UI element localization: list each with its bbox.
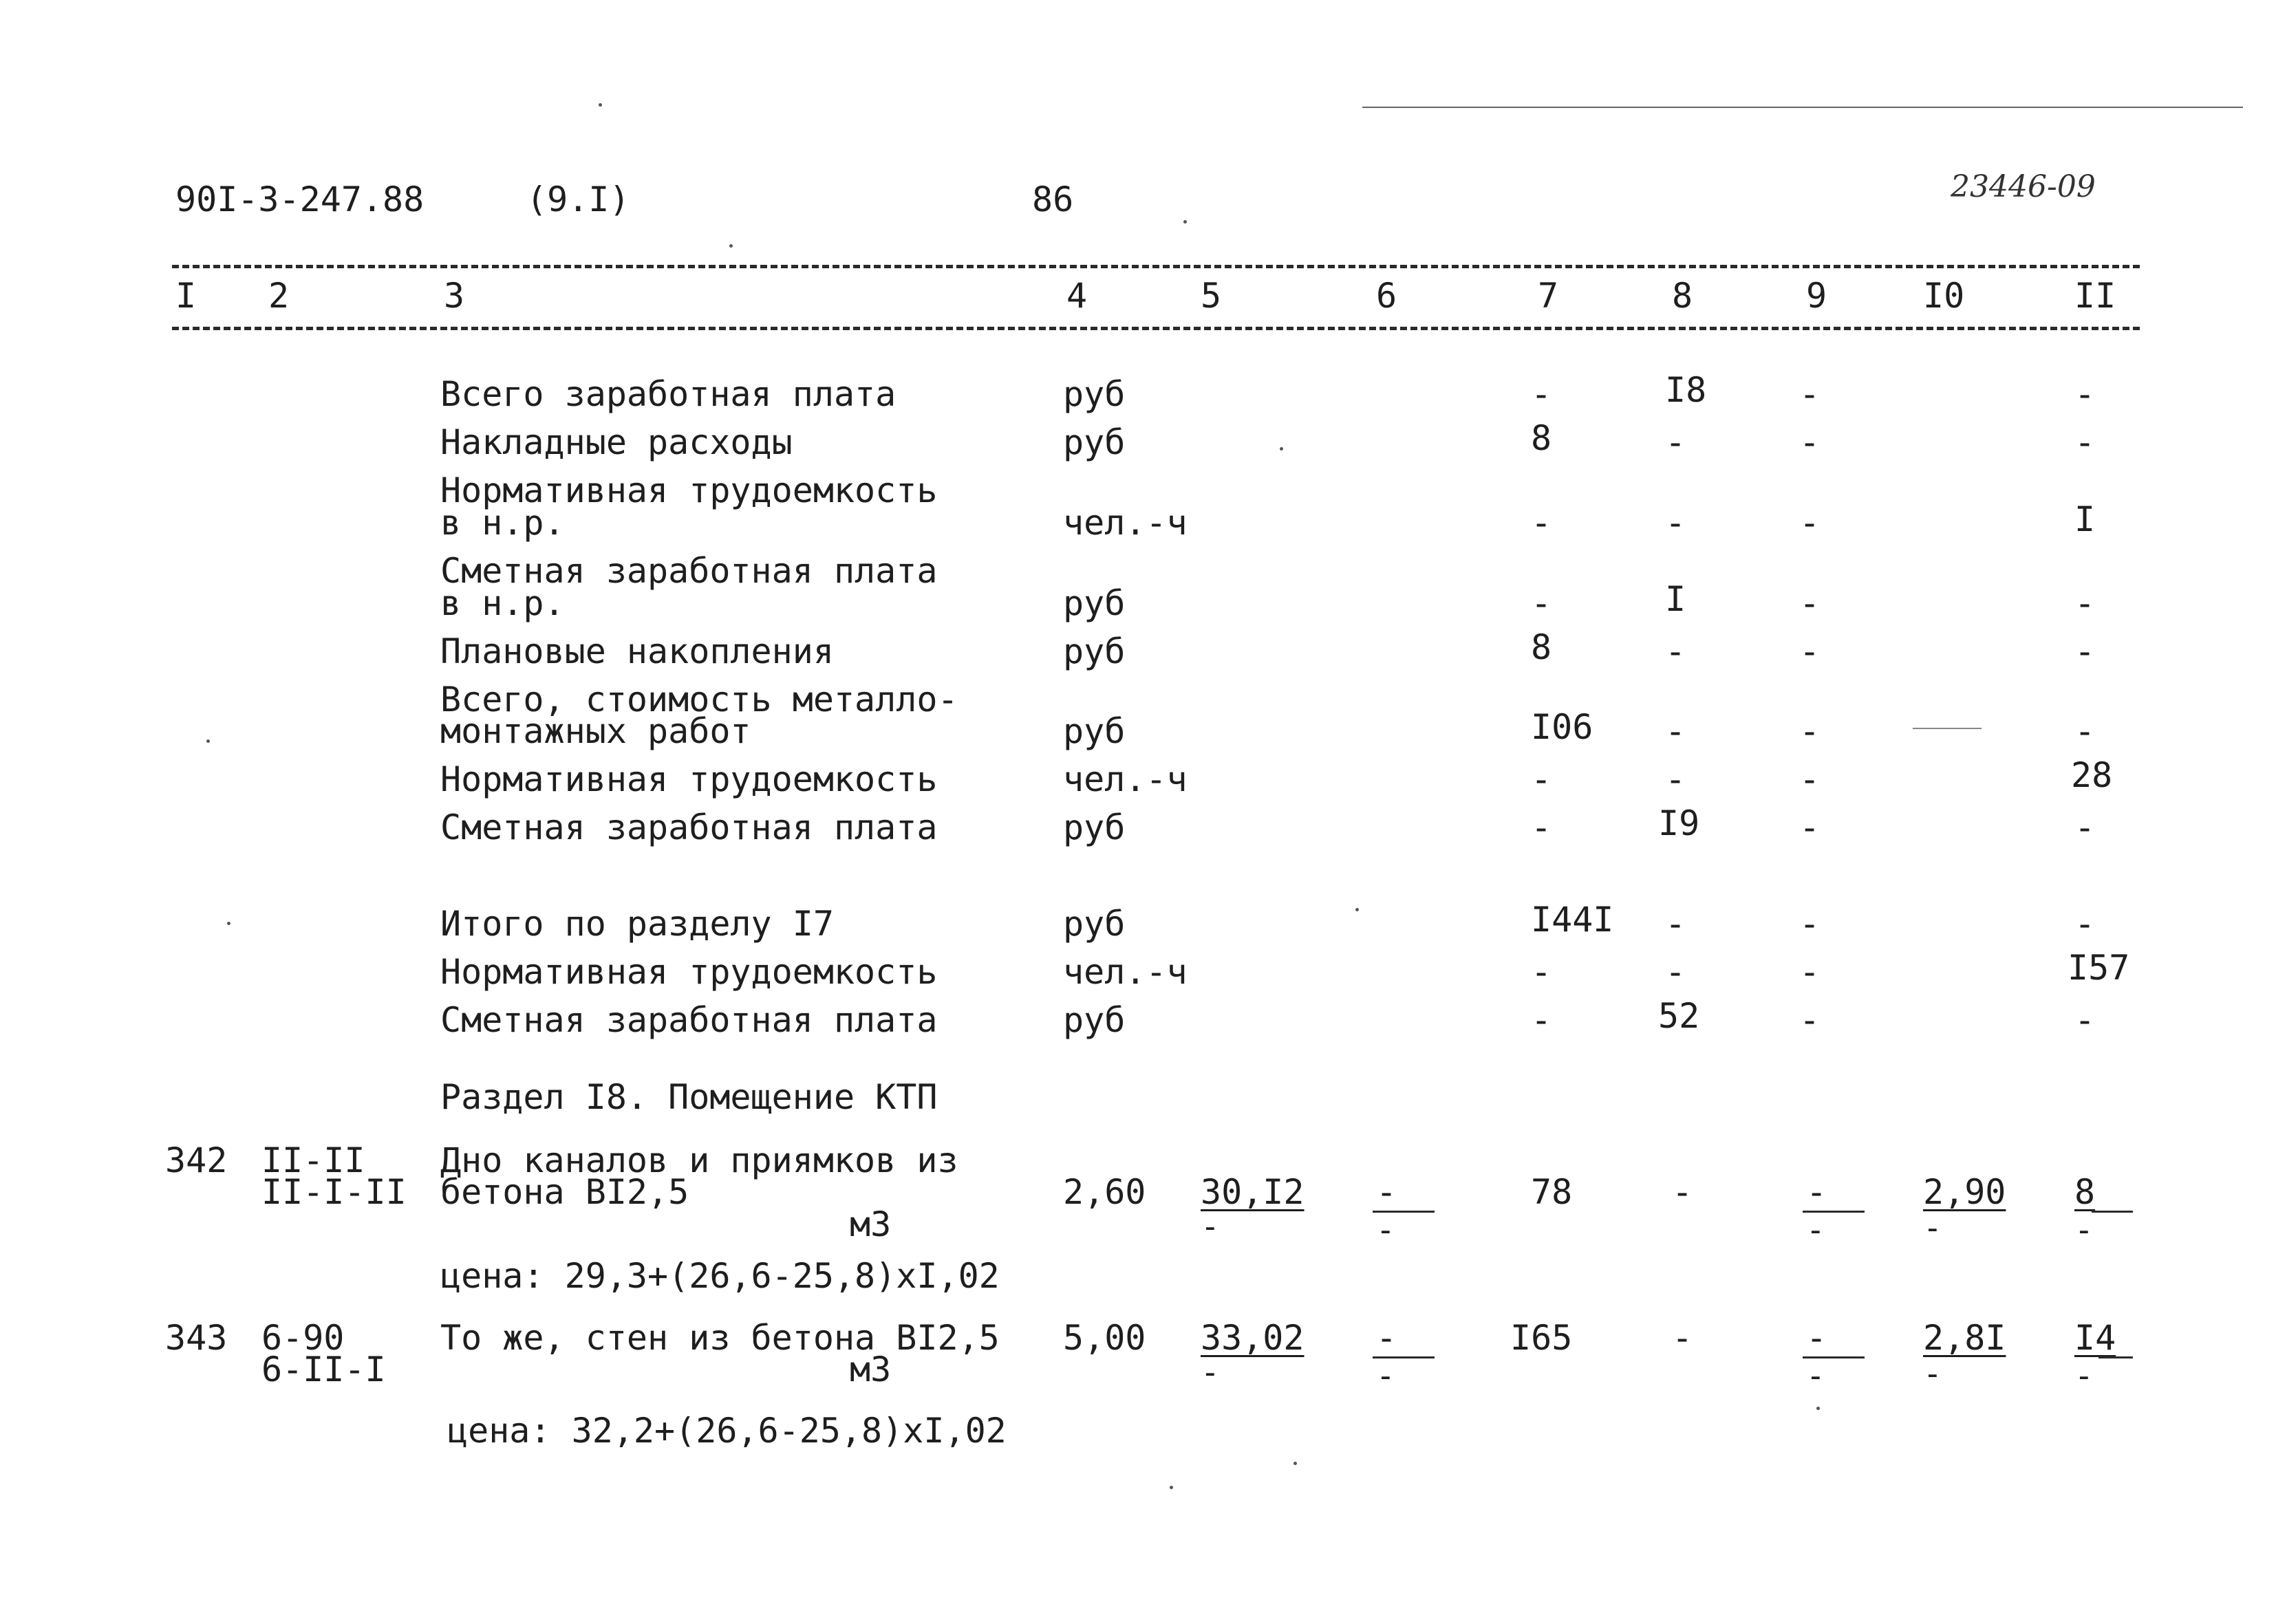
item-col4: 5,00 bbox=[1063, 1318, 1146, 1358]
row-label: Нормативная трудоемкость bbox=[440, 759, 938, 799]
row-unit: руб bbox=[1063, 808, 1126, 847]
row-col7: - bbox=[1531, 503, 1552, 543]
col-header-3: 3 bbox=[444, 276, 465, 316]
col-header-9: 9 bbox=[1806, 276, 1827, 316]
row-col11: - bbox=[2074, 631, 2096, 671]
row-unit: руб bbox=[1063, 583, 1126, 623]
row-col9: - bbox=[1799, 952, 1821, 992]
row-unit: чел.-ч bbox=[1063, 952, 1188, 992]
row-unit: руб bbox=[1063, 711, 1126, 751]
item-code-line2: II-I-II bbox=[261, 1172, 407, 1212]
item-col11-sub: - bbox=[2074, 1211, 2094, 1248]
row-col9: - bbox=[1799, 759, 1821, 799]
scan-speck bbox=[1280, 447, 1283, 451]
item-code-line2: 6-II-I bbox=[261, 1350, 386, 1389]
item-col7: 78 bbox=[1531, 1172, 1573, 1212]
item-col5-sub: - bbox=[1201, 1354, 1220, 1391]
row-col8: - bbox=[1665, 422, 1686, 462]
col-header-8: 8 bbox=[1672, 276, 1693, 316]
row-label-line1: Всего, стоимость металло- bbox=[440, 680, 958, 719]
item-price-formula: цена: 29,3+(26,6-25,8)xI,02 bbox=[440, 1256, 1000, 1296]
row-unit: руб bbox=[1063, 422, 1126, 462]
row-col11: - bbox=[2074, 904, 2096, 944]
row-col11: I57 bbox=[2068, 948, 2130, 988]
item-col9: - bbox=[1806, 1172, 1827, 1212]
row-unit: чел.-ч bbox=[1063, 503, 1188, 543]
row-col8: - bbox=[1665, 631, 1686, 671]
item-unit: м3 bbox=[850, 1204, 892, 1244]
col-header-4: 4 bbox=[1066, 276, 1088, 316]
row-col11: - bbox=[2074, 808, 2096, 847]
row-unit: чел.-ч bbox=[1063, 759, 1188, 799]
row-col11: - bbox=[2074, 711, 2096, 751]
row-col7: - bbox=[1531, 952, 1552, 992]
row-col7: 8 bbox=[1531, 627, 1552, 667]
item-unit: м3 bbox=[850, 1350, 892, 1389]
pencil-stroke bbox=[1913, 728, 1982, 729]
scan-speck bbox=[227, 922, 230, 925]
section-number: (9.I) bbox=[526, 180, 630, 219]
inventory-stamp: 23446-09 bbox=[1951, 169, 2096, 204]
item-col11: I4 bbox=[2074, 1318, 2116, 1358]
row-col9: - bbox=[1799, 374, 1821, 414]
row-unit: руб bbox=[1063, 631, 1126, 671]
scan-speck bbox=[1293, 1462, 1297, 1465]
col-header-5: 5 bbox=[1201, 276, 1222, 316]
row-label-line2: в н.р. bbox=[440, 583, 565, 623]
item-col11: 8 bbox=[2074, 1172, 2096, 1212]
item-col8: - bbox=[1672, 1172, 1693, 1212]
row-col9: - bbox=[1799, 422, 1821, 462]
row-col8: - bbox=[1665, 904, 1686, 944]
row-unit: руб bbox=[1063, 904, 1126, 944]
row-col8: I9 bbox=[1658, 803, 1700, 843]
item-col10: 2,8I bbox=[1923, 1318, 2006, 1358]
row-label: Нормативная трудоемкость bbox=[440, 952, 938, 992]
row-label: Всего заработная плата bbox=[440, 374, 897, 414]
row-col9: - bbox=[1799, 904, 1821, 944]
item-col7: I65 bbox=[1510, 1318, 1573, 1358]
item-col6-sub: - bbox=[1376, 1357, 1395, 1394]
row-col7: - bbox=[1531, 583, 1552, 623]
item-col6-sub: - bbox=[1376, 1211, 1395, 1248]
scan-speck bbox=[1183, 220, 1187, 224]
row-label: Итого по разделу I7 bbox=[440, 904, 834, 944]
header-rule-top bbox=[172, 265, 2140, 268]
item-col5-sub: - bbox=[1201, 1208, 1220, 1245]
row-label-line1: Сметная заработная плата bbox=[440, 551, 938, 591]
row-label: Накладные расходы bbox=[440, 422, 793, 462]
header-rule-bottom bbox=[172, 327, 2140, 330]
item-col10-sub: - bbox=[1923, 1209, 1942, 1246]
item-price-formula: цена: 32,2+(26,6-25,8)xI,02 bbox=[447, 1411, 1007, 1451]
scan-speck bbox=[1355, 908, 1359, 911]
page-number: 86 bbox=[1032, 180, 1074, 219]
section-heading: Раздел I8. Помещение КТП bbox=[440, 1077, 938, 1117]
item-code-line1: 6-90 bbox=[261, 1318, 345, 1358]
col-header-2: 2 bbox=[268, 276, 290, 316]
row-col9: - bbox=[1799, 1000, 1821, 1040]
row-col8: 52 bbox=[1658, 996, 1700, 1036]
row-unit: руб bbox=[1063, 1000, 1126, 1040]
row-col7: - bbox=[1531, 759, 1552, 799]
item-desc-line2: бетона BI2,5 bbox=[440, 1172, 689, 1212]
row-col11: - bbox=[2074, 1000, 2096, 1040]
item-col6: - bbox=[1376, 1318, 1397, 1358]
item-col9-sub: - bbox=[1806, 1211, 1825, 1248]
item-col4: 2,60 bbox=[1063, 1172, 1146, 1212]
item-col11-underline bbox=[2098, 1356, 2133, 1358]
row-col9: - bbox=[1799, 711, 1821, 751]
col-header-7: 7 bbox=[1538, 276, 1559, 316]
row-col11: - bbox=[2074, 583, 2096, 623]
item-col5: 30,I2 bbox=[1201, 1172, 1305, 1212]
row-col11: - bbox=[2074, 422, 2096, 462]
row-col8: - bbox=[1665, 503, 1686, 543]
row-col7: - bbox=[1531, 374, 1552, 414]
row-col8: - bbox=[1665, 711, 1686, 751]
item-number: 343 bbox=[165, 1318, 228, 1358]
row-col11: 28 bbox=[2071, 755, 2113, 795]
row-col7: I06 bbox=[1531, 707, 1593, 747]
item-col9-sub: - bbox=[1806, 1357, 1825, 1394]
scan-speck bbox=[599, 103, 602, 107]
col-header-1: I bbox=[175, 276, 197, 316]
item-col5: 33,02 bbox=[1201, 1318, 1305, 1358]
row-col8: I bbox=[1665, 579, 1686, 619]
col-header-10: I0 bbox=[1923, 276, 1965, 316]
row-col8: - bbox=[1665, 952, 1686, 992]
item-col10: 2,90 bbox=[1923, 1172, 2006, 1212]
row-col7: I44I bbox=[1531, 900, 1614, 940]
col-header-11: II bbox=[2074, 276, 2116, 316]
item-desc-line1: То же, стен из бетона BI2,5 bbox=[440, 1318, 1000, 1358]
row-col7: - bbox=[1531, 1000, 1552, 1040]
col-header-6: 6 bbox=[1376, 276, 1397, 316]
item-col11-underline bbox=[2092, 1211, 2133, 1213]
top-scan-line bbox=[1362, 107, 2243, 108]
row-label-line1: Нормативная трудоемкость bbox=[440, 470, 938, 510]
row-col11: I bbox=[2074, 499, 2096, 539]
item-number: 342 bbox=[165, 1140, 228, 1180]
row-col9: - bbox=[1799, 503, 1821, 543]
scan-speck bbox=[1816, 1407, 1820, 1410]
row-unit: руб bbox=[1063, 374, 1126, 414]
item-col10-sub: - bbox=[1923, 1355, 1942, 1392]
scan-speck bbox=[206, 739, 210, 743]
scan-speck bbox=[1170, 1486, 1173, 1489]
row-col9: - bbox=[1799, 631, 1821, 671]
scan-speck bbox=[729, 244, 733, 248]
item-col6: - bbox=[1376, 1172, 1397, 1212]
item-desc-line1: Дно каналов и приямков из bbox=[440, 1140, 958, 1180]
row-col11: - bbox=[2074, 374, 2096, 414]
row-label: Плановые накопления bbox=[440, 631, 834, 671]
row-label: Сметная заработная плата bbox=[440, 1000, 938, 1040]
item-col8: - bbox=[1672, 1318, 1693, 1358]
row-col7: - bbox=[1531, 808, 1552, 847]
row-label-line2: монтажных работ bbox=[440, 711, 751, 751]
row-col9: - bbox=[1799, 808, 1821, 847]
row-label-line2: в н.р. bbox=[440, 503, 565, 543]
item-code-line1: II-II bbox=[261, 1140, 365, 1180]
row-col9: - bbox=[1799, 583, 1821, 623]
row-col8: I8 bbox=[1665, 370, 1707, 410]
row-col8: - bbox=[1665, 759, 1686, 799]
row-col7: 8 bbox=[1531, 418, 1552, 458]
item-col11-sub: - bbox=[2074, 1357, 2094, 1394]
row-label: Сметная заработная плата bbox=[440, 808, 938, 847]
document-code: 90I-3-247.88 bbox=[175, 180, 425, 219]
item-col9: - bbox=[1806, 1318, 1827, 1358]
